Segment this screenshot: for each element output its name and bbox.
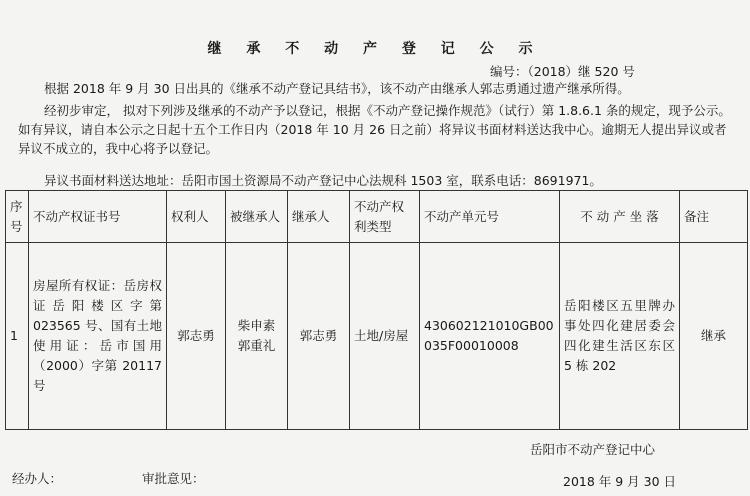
- header-seq: 序号: [6, 191, 29, 243]
- header-right-type: 不动产权利类型: [350, 191, 420, 243]
- header-heir: 继承人: [288, 191, 350, 243]
- header-owner: 权利人: [167, 191, 226, 243]
- header-decedent: 被继承人: [226, 191, 288, 243]
- paragraph-basis: 根据 2018 年 9 月 30 日出具的《继承不动产登记具结书》，该不动产由继承人郭志勇通过遗产继承所得。: [44, 81, 630, 96]
- cell-owner: 郭志勇: [167, 243, 226, 430]
- decedent-name-1: 柴申素: [237, 318, 276, 333]
- cell-seq: 1: [6, 243, 29, 430]
- paragraph-address: 异议书面材料送达地址：岳阳市国土资源局不动产登记中心法规科 1503 室，联系电话：8691971。: [44, 173, 602, 188]
- page-title: 继 承 不 动 产 登 记 公 示: [207, 41, 543, 57]
- cell-cert: 房屋所有权证：岳房权证岳阳楼区字第 023565 号、国有土地使用证：岳市国用（2000）字第 20117 号: [29, 243, 167, 430]
- cell-remark: 继承: [680, 243, 748, 430]
- property-table: [5, 190, 748, 430]
- table-row: [6, 243, 748, 430]
- handler-label: 经办人：: [12, 471, 63, 486]
- cell-location: 岳阳楼区五里牌办事处四化建居委会四化建生活区东区 5 栋 202: [560, 243, 680, 430]
- header-cert: 不动产权证书号: [29, 191, 167, 243]
- cell-decedent: [226, 243, 288, 430]
- cell-unit-no: 430602121010GB00035F00010008: [420, 243, 560, 430]
- cell-heir: 郭志勇: [288, 243, 350, 430]
- issuing-center: 岳阳市不动产登记中心: [530, 442, 656, 457]
- header-remark: 备注: [680, 191, 748, 243]
- issue-date: 2018 年 9 月 30 日: [563, 474, 677, 489]
- paragraph-review: 经初步审定， 拟对下列涉及继承的不动产予以登记，根据《不动产登记操作规范》（试行）第 1.8.6.1 条的规定，现予公示。如有异议，请自本公示之日起十五个工作日内（2018 年 10 月 26 日之前）将异议书面材料送达我中心。逾期无人提出异议或者异议不成立的，我中心将予以登记。: [18, 103, 731, 156]
- document-number: 编号：（2018）继 520 号: [490, 64, 635, 79]
- review-label: 审批意见：: [142, 471, 205, 486]
- header-unit-no: 不动产单元号: [420, 191, 560, 243]
- table-header-row: [6, 191, 748, 243]
- header-location: 不 动 产 坐 落: [560, 191, 680, 243]
- decedent-name-2: 郭重礼: [237, 338, 276, 353]
- cell-right-type: 土地/房屋: [350, 243, 420, 430]
